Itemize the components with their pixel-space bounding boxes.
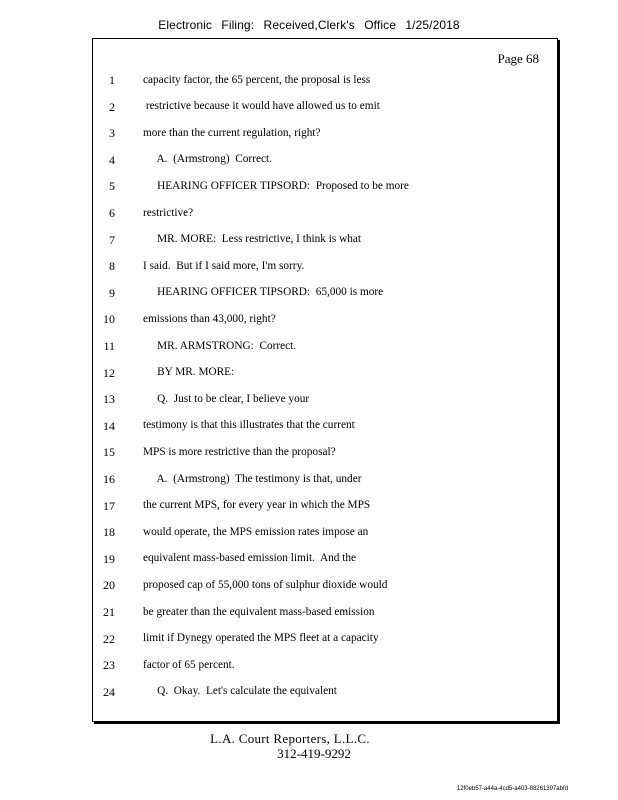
reporter-name: L.A. Court Reporters, L.L.C. [210, 731, 370, 746]
transcript-line: A. (Armstrong) Correct. [143, 153, 272, 166]
transcript-line: would operate, the MPS emission rates impose an [143, 525, 369, 538]
reporter-phone: 312-419-9292 [277, 746, 351, 761]
page-number: Page 68 [497, 51, 539, 66]
line-number: 11 [103, 339, 115, 353]
transcript-line: Q. Just to be clear, I believe your [143, 392, 310, 405]
transcript-line: HEARING OFFICER TIPSORD: Proposed to be more [143, 179, 409, 192]
line-number: 9 [109, 285, 115, 300]
transcript-line: Q. Okay. Let's calculate the equivalent [143, 685, 337, 698]
transcript-line: restrictive? [143, 206, 194, 219]
document-id: 12f0eb57-a44a-4cd5-a403-88261397abfd [456, 786, 568, 792]
transcript-line: limit if Dynegy operated the MPS fleet at a capacity [143, 632, 379, 645]
transcript-line: HEARING OFFICER TIPSORD: 65,000 is more [143, 286, 384, 299]
transcript-line: proposed cap of 55,000 tons of sulphur dioxide would [143, 578, 388, 591]
transcript-line: A. (Armstrong) The testimony is that, under [143, 472, 362, 485]
transcript-line: I said. But if I said more, I'm sorry. [143, 259, 305, 272]
line-number: 19 [103, 551, 115, 566]
line-number: 24 [103, 684, 115, 699]
transcript-line: capacity factor, the 65 percent, the proposal is less [143, 73, 371, 86]
transcript-line: MR. ARMSTRONG: Correct. [143, 339, 297, 352]
line-number: 18 [103, 525, 115, 540]
line-number: 3 [109, 126, 115, 141]
transcript-line: emissions than 43,000, right? [143, 312, 276, 325]
line-number: 12 [103, 365, 115, 380]
transcript-line: MPS is more restrictive than the proposal? [143, 445, 336, 458]
transcript-line: restrictive because it would have allowed us to emit [143, 100, 380, 113]
line-number: 2 [109, 99, 115, 114]
line-number: 22 [103, 631, 115, 646]
transcript-line: MR. MORE: Less restrictive, I think is what [143, 233, 362, 246]
line-number: 5 [109, 179, 115, 194]
line-number: 17 [103, 498, 115, 513]
transcript-line: testimony is that this illustrates that the current [143, 419, 355, 432]
line-number: 13 [103, 392, 115, 407]
transcript-line: be greater than the equivalent mass-based emission [143, 605, 375, 618]
transcript-line: more than the current regulation, right? [143, 126, 321, 139]
line-number: 15 [103, 445, 115, 460]
line-number: 20 [103, 578, 115, 593]
line-number: 16 [103, 472, 115, 486]
line-number: 1 [109, 73, 115, 87]
line-number: 21 [103, 605, 115, 619]
line-number: 4 [109, 152, 115, 167]
line-number: 8 [109, 259, 115, 274]
line-number: 10 [103, 312, 115, 327]
transcript-page [92, 38, 558, 722]
transcript-line: the current MPS, for every year in which the MPS [143, 499, 371, 512]
filing-stamp: Electronic Filing: Received,Clerk's Office 1/25/2018 [158, 18, 460, 32]
transcript-line: BY MR. MORE: [143, 366, 235, 379]
transcript-line: equivalent mass-based emission limit. And the [143, 552, 357, 565]
line-number: 7 [109, 232, 115, 247]
transcript-line: factor of 65 percent. [143, 658, 235, 671]
line-number: 23 [103, 658, 115, 673]
line-number: 14 [103, 418, 115, 433]
line-number: 6 [109, 206, 115, 220]
